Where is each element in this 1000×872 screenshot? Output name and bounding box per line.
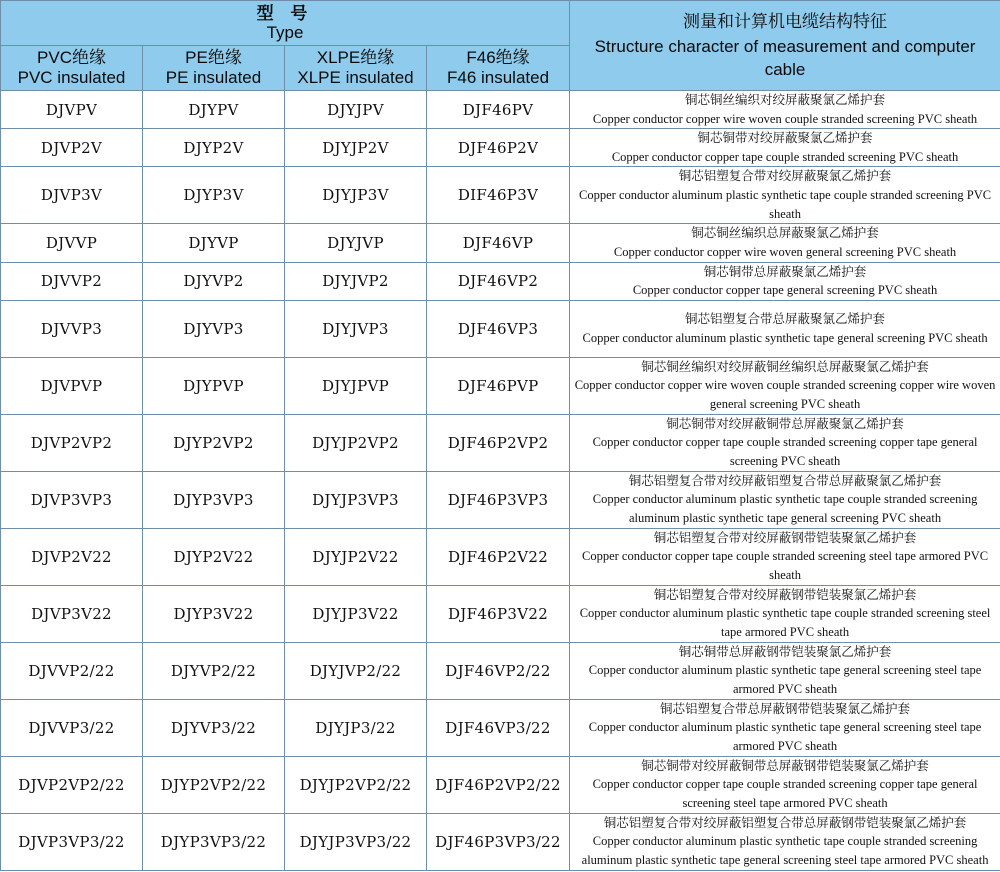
column-header-f46-en: F46 insulated (446, 68, 550, 87)
structure-description (570, 585, 1000, 642)
model-pe: DJYPV (143, 91, 285, 129)
structure-cn: 铜芯铜带总屏蔽钢带铠装聚氯乙烯护套 (678, 644, 892, 659)
model-xlpe: DJYJP2VP2/22 (285, 756, 427, 813)
column-header-pvc-en: PVC insulated (17, 68, 126, 87)
model-pvc: DJVP2VP2/22 (1, 756, 143, 813)
model-pe: DJYP3V22 (143, 585, 285, 642)
table-row (1, 300, 1000, 357)
model-pe: DJYPVP (143, 357, 285, 414)
table-body (1, 91, 1000, 871)
model-pvc: DJVP2V22 (1, 528, 143, 585)
structure-description (570, 813, 1000, 870)
table-row (1, 262, 1000, 300)
model-f46: DJF46VP2/22 (427, 642, 570, 699)
model-f46: DJF46P3VP3/22 (427, 813, 570, 870)
model-pvc: DJVVP3/22 (1, 699, 143, 756)
model-f46: DJF46VP2 (427, 262, 570, 300)
structure-en: Copper conductor copper tape couple stranded screening copper tape general screening PVC sheath (592, 435, 978, 469)
model-xlpe: DJYJVP3 (285, 300, 427, 357)
structure-description (570, 300, 1000, 357)
model-f46: DJF46VP3 (427, 300, 570, 357)
model-f46: DJF46P2V22 (427, 528, 570, 585)
structure-cn: 铜芯铜丝编织对绞屏蔽聚氯乙烯护套 (685, 93, 886, 107)
model-pvc: DJVVP3 (1, 300, 143, 357)
table-row (1, 471, 1000, 528)
structure-cn: 铜芯铜带总屏蔽聚氯乙烯护套 (703, 264, 867, 279)
model-xlpe: DJYJP2VP2 (285, 414, 427, 471)
model-pvc: DJVP2VP2 (1, 414, 143, 471)
table-row (1, 585, 1000, 642)
table-header (1, 1, 1000, 91)
column-header-pe (143, 46, 285, 91)
column-header-xlpe (285, 46, 427, 91)
model-xlpe: DJYJP3/22 (285, 699, 427, 756)
column-header-pe-cn: PE绝缘 (185, 48, 242, 67)
table-row (1, 129, 1000, 167)
column-header-f46-cn: F46绝缘 (466, 48, 530, 67)
model-xlpe: DJYJP3V22 (285, 585, 427, 642)
structure-en: Copper conductor aluminum plastic synthetic tape general screening steel tape armored PVC sheath (588, 720, 982, 754)
column-header-xlpe-cn: XLPE绝缘 (316, 48, 395, 67)
structure-description (570, 167, 1000, 224)
model-xlpe: DJYJP3VP3/22 (285, 813, 427, 870)
table-row (1, 357, 1000, 414)
structure-cn: 铜芯铜带对绞屏蔽聚氯乙烯护套 (697, 131, 873, 146)
structure-cn: 铜芯铝塑复合带对绞屏蔽铝塑复合带总屏蔽钢带铠装聚氯乙烯护套 (603, 815, 967, 830)
structure-en: Copper conductor copper wire woven couple stranded screening PVC sheath (592, 111, 978, 126)
structure-en: Copper conductor aluminum plastic synthetic tape couple stranded screening aluminum plastic synthetic tape general screening steel tape armored PVC sheath (581, 834, 989, 868)
model-pvc: DJVP3VP3/22 (1, 813, 143, 870)
structure-cn: 铜芯铝塑复合带对绞屏蔽钢带铠装聚氯乙烯护套 (653, 530, 917, 545)
structure-cn: 铜芯铜带对绞屏蔽铜带总屏蔽聚氯乙烯护套 (666, 416, 904, 431)
model-pvc: DJVPVP (1, 357, 143, 414)
structure-en: Copper conductor copper tape couple stranded screening steel tape armored PVC sheath (581, 549, 989, 583)
model-pe: DJYP2VP2 (143, 414, 285, 471)
structure-en: Copper conductor aluminum plastic synthetic tape couple stranded screening PVC sheath (579, 188, 992, 221)
model-pvc: DJVP3V22 (1, 585, 143, 642)
model-pvc: DJVP2V (1, 129, 143, 167)
column-header-xlpe-en: XLPE insulated (297, 68, 414, 87)
model-xlpe: DJYJP3V (285, 167, 427, 224)
structure-description (570, 414, 1000, 471)
structure-description (570, 129, 1000, 167)
table-row (1, 756, 1000, 813)
table-row (1, 699, 1000, 756)
structure-cn: 铜芯铝塑复合带对绞屏蔽聚氯乙烯护套 (678, 169, 892, 184)
structure-en: Copper conductor aluminum plastic synthetic tape general screening steel tape armored PVC sheath (588, 663, 982, 697)
model-f46: DJF46PV (427, 91, 570, 129)
table-row (1, 91, 1000, 129)
table-row (1, 813, 1000, 870)
model-xlpe: DJYJPV (285, 91, 427, 129)
column-header-f46 (427, 46, 570, 91)
model-pe: DJYP3V (143, 167, 285, 224)
model-pe: DJYP3VP3 (143, 471, 285, 528)
model-f46: DIF46P3V (427, 167, 570, 224)
model-pe: DJYVP2/22 (143, 642, 285, 699)
structure-description (570, 642, 1000, 699)
model-xlpe: DJYJVP2/22 (285, 642, 427, 699)
structure-en: Copper conductor aluminum plastic synthetic tape couple stranded screening steel tape armored PVC sheath (579, 606, 991, 640)
table-row (1, 167, 1000, 224)
structure-cn: 铜芯铝塑复合带总屏蔽聚氯乙烯护套 (685, 312, 886, 327)
structure-header-cn: 测量和计算机电缆结构特征 (683, 12, 888, 31)
column-header-pvc (1, 46, 143, 91)
structure-en: Copper conductor copper tape general screening PVC sheath (632, 283, 938, 298)
type-header-cn: 型 号 (256, 4, 314, 23)
table-row (1, 528, 1000, 585)
model-f46: DJF46P3V22 (427, 585, 570, 642)
model-xlpe: DJYJVP2 (285, 262, 427, 300)
column-header-pe-en: PE insulated (165, 68, 262, 87)
model-f46: DJF46P2V (427, 129, 570, 167)
model-pvc: DJVP3VP3 (1, 471, 143, 528)
structure-en: Copper conductor copper tape couple stranded screening PVC sheath (611, 149, 959, 164)
model-f46: DJF46VP3/22 (427, 699, 570, 756)
table-row (1, 414, 1000, 471)
structure-cn: 铜芯铜丝编织对绞屏蔽铜丝编织总屏蔽聚氯乙烯护套 (641, 359, 929, 374)
structure-cn: 铜芯铜丝编织总屏蔽聚氯乙烯护套 (691, 226, 879, 241)
model-pe: DJYVP2 (143, 262, 285, 300)
table-row (1, 642, 1000, 699)
structure-description (570, 262, 1000, 300)
structure-description (570, 471, 1000, 528)
model-f46: DJF46VP (427, 224, 570, 262)
model-pe: DJYVP3/22 (143, 699, 285, 756)
type-header (1, 1, 570, 46)
model-pvc: DJVVP (1, 224, 143, 262)
model-pe: DJYVP (143, 224, 285, 262)
structure-description (570, 91, 1000, 129)
structure-en: Copper conductor aluminum plastic synthetic tape general screening PVC sheath (582, 330, 988, 345)
column-header-pvc-cn: PVC绝缘 (37, 48, 106, 67)
structure-header-en: Structure character of measurement and computer cable (594, 37, 976, 79)
model-pe: DJYP2V (143, 129, 285, 167)
structure-en: Copper conductor copper tape couple stranded screening copper tape general screening steel tape armored PVC sheath (592, 777, 978, 811)
model-pvc: DJVP3V (1, 167, 143, 224)
model-f46: DJF46P2VP2/22 (427, 756, 570, 813)
table-row (1, 224, 1000, 262)
model-pe: DJYP2VP2/22 (143, 756, 285, 813)
model-xlpe: DJYJP2V22 (285, 528, 427, 585)
model-xlpe: DJYJVP (285, 224, 427, 262)
structure-en: Copper conductor aluminum plastic synthetic tape couple stranded screening aluminum plastic synthetic tape general screening PVC sheath (592, 492, 978, 526)
model-f46: DJF46P3VP3 (427, 471, 570, 528)
model-xlpe: DJYJP2V (285, 129, 427, 167)
structure-en: Copper conductor copper wire woven couple stranded screening copper wire woven general screening PVC sheath (574, 378, 996, 412)
model-pvc: DJVVP2/22 (1, 642, 143, 699)
model-xlpe: DJYJP3VP3 (285, 471, 427, 528)
model-pvc: DJVPV (1, 91, 143, 129)
model-f46: DJF46P2VP2 (427, 414, 570, 471)
model-xlpe: DJYJPVP (285, 357, 427, 414)
structure-description (570, 224, 1000, 262)
structure-description (570, 699, 1000, 756)
model-f46: DJF46PVP (427, 357, 570, 414)
model-pe: DJYP3VP3/22 (143, 813, 285, 870)
structure-header (570, 1, 1000, 91)
model-pe: DJYVP3 (143, 300, 285, 357)
model-pvc: DJVVP2 (1, 262, 143, 300)
structure-en: Copper conductor copper wire woven general screening PVC sheath (613, 244, 957, 259)
structure-cn: 铜芯铝塑复合带对绞屏蔽铝塑复合带总屏蔽聚氯乙烯护套 (628, 473, 942, 488)
type-header-en: Type (266, 23, 304, 42)
structure-description (570, 528, 1000, 585)
structure-description (570, 756, 1000, 813)
structure-cn: 铜芯铜带对绞屏蔽铜带总屏蔽钢带铠装聚氯乙烯护套 (641, 758, 929, 773)
structure-cn: 铜芯铝塑复合带对绞屏蔽钢带铠装聚氯乙烯护套 (653, 587, 917, 602)
model-pe: DJYP2V22 (143, 528, 285, 585)
structure-description (570, 357, 1000, 414)
structure-cn: 铜芯铝塑复合带总屏蔽钢带铠装聚氯乙烯护套 (660, 701, 911, 716)
